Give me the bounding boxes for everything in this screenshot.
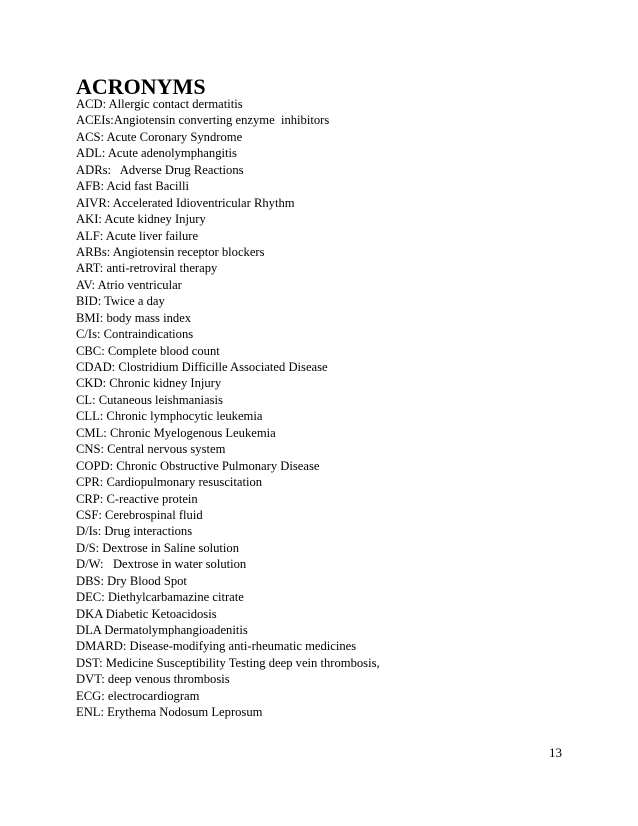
acronym-entry: DLA Dermatolymphangioadenitis bbox=[76, 623, 248, 637]
acronym-entry: D/W: Dextrose in water solution bbox=[76, 557, 247, 572]
page-title: ACRONYMS bbox=[76, 74, 206, 99]
acronym-entry: AFB: Acid fast Bacilli bbox=[76, 179, 189, 194]
acronym-entry: CML: Chronic Myelogenous Leukemia bbox=[76, 425, 276, 440]
acronym-list bbox=[76, 96, 380, 721]
acronym-entry: DVT: deep venous thrombosis bbox=[76, 672, 230, 687]
acronym-entry: AV: Atrio ventricular bbox=[76, 277, 182, 292]
acronym-entry: ART: anti-retroviral therapy bbox=[76, 261, 218, 276]
acronym-entry: ECG: electrocardiogram bbox=[76, 688, 200, 703]
acronym-entry: C/Is: Contraindications bbox=[76, 327, 194, 342]
acronym-entry: DBS: Dry Blood Spot bbox=[76, 573, 187, 588]
acronym-entry: COPD: Chronic Obstructive Pulmonary Disease bbox=[76, 458, 320, 473]
acronym-entry: DST: Medicine Susceptibility Testing deep vein thrombosis, bbox=[76, 655, 380, 670]
acronym-entry: D/S: Dextrose in Saline solution bbox=[76, 540, 240, 555]
acronym-entry: D/Is: Drug interactions bbox=[76, 524, 193, 539]
acronym-entry: CBC: Complete blood count bbox=[76, 343, 220, 358]
acronym-entry: AIVR: Accelerated Idioventricular Rhythm bbox=[76, 195, 295, 210]
acronym-entry: ACS: Acute Coronary Syndrome bbox=[76, 129, 243, 144]
acronym-entry: CKD: Chronic kidney Injury bbox=[76, 376, 222, 391]
acronym-entry: ACD: Allergic contact dermatitis bbox=[76, 97, 243, 111]
acronym-entry: DMARD: Disease-modifying anti-rheumatic medicines bbox=[76, 639, 357, 654]
acronym-entry: AKI: Acute kidney Injury bbox=[76, 212, 206, 227]
acronym-entry: CL: Cutaneous leishmaniasis bbox=[76, 392, 223, 407]
acronym-entry: ACEIs:Angiotensin converting enzyme inhibitors bbox=[76, 113, 330, 128]
acronym-entry: ALF: Acute liver failure bbox=[76, 228, 199, 243]
acronym-entry: CDAD: Clostridium Difficille Associated Disease bbox=[76, 360, 328, 374]
acronym-entry: CRP: C-reactive protein bbox=[76, 491, 198, 506]
acronym-entry: DKA Diabetic Ketoacidosis bbox=[76, 606, 217, 621]
acronym-entry: ARBs: Angiotensin receptor blockers bbox=[76, 244, 265, 259]
acronym-entry: ADL: Acute adenolymphangitis bbox=[76, 146, 237, 161]
acronym-entry: DEC: Diethylcarbamazine citrate bbox=[76, 590, 244, 605]
page-number: 13 bbox=[549, 745, 562, 760]
acronym-entry: CPR: Cardiopulmonary resuscitation bbox=[76, 475, 263, 490]
acronym-entry: BMI: body mass index bbox=[76, 310, 192, 325]
acronym-entry: BID: Twice a day bbox=[76, 294, 165, 309]
acronym-entry: CNS: Central nervous system bbox=[76, 442, 226, 457]
acronym-entry: CLL: Chronic lymphocytic leukemia bbox=[76, 409, 263, 424]
acronym-entry: ENL: Erythema Nodosum Leprosum bbox=[76, 705, 263, 720]
acronym-entry: CSF: Cerebrospinal fluid bbox=[76, 507, 203, 522]
acronym-entry: ADRs: Adverse Drug Reactions bbox=[76, 162, 244, 177]
